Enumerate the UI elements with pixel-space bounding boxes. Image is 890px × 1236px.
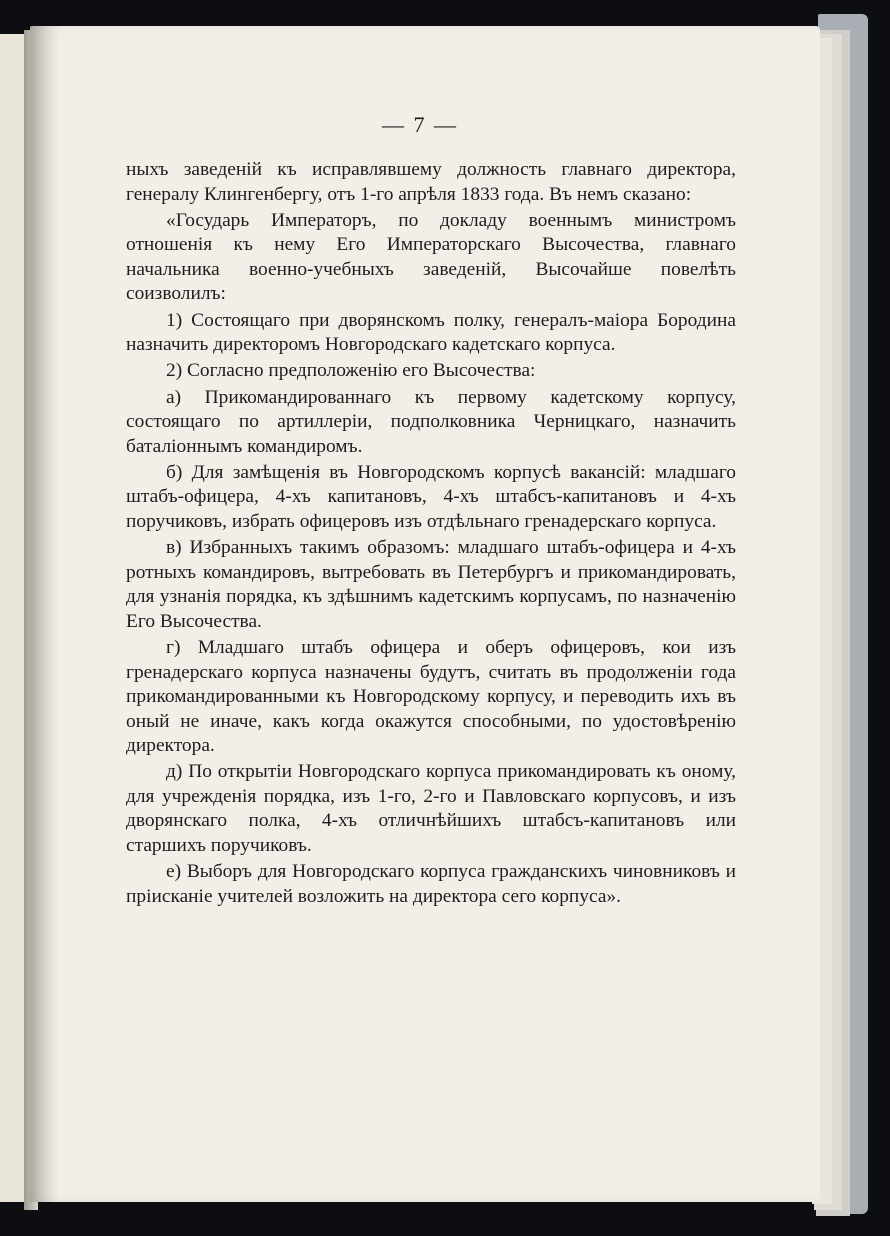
paragraph: в) Избранныхъ такимъ образомъ: младшаго штабъ-офицера и 4-хъ ротныхъ командировъ, вытребовать въ Петербургъ и прикомандировать, для узнанія порядка, къ здѣшнимъ кадетскимъ корпусамъ, по назначенію Его Высочества. xyxy=(126,537,736,632)
body-text xyxy=(126,158,736,909)
book-page xyxy=(30,26,820,1202)
paragraph: 1) Состоящаго при дворянскомъ полку, генералъ-маіора Бородина назначить директоромъ Новгородскаго кадетскаго корпуса. xyxy=(126,309,736,356)
paragraph: б) Для замѣщенія въ Новгородскомъ корпусѣ вакансій: младшаго штабъ-офицера, 4-хъ капитановъ, 4-хъ штабсъ-капитановъ и 4-хъ поручиковъ, избрать офицеровъ изъ отдѣльнаго гренадерскаго корпуса. xyxy=(126,461,736,532)
paragraph: е) Выборъ для Новгородскаго корпуса гражданскихъ чиновниковъ и пріисканіе учителей возложить на директора сего корпуса». xyxy=(126,861,736,907)
facing-page-edge xyxy=(0,34,26,1202)
paragraph: ныхъ заведеній къ исправлявшему должность главнаго директора, генералу Клингенбергу, отъ 1-го апрѣля 1833 года. Въ немъ сказано: xyxy=(126,159,736,205)
paragraph: д) По открытіи Новгородскаго корпуса прикомандировать къ оному, для учрежденія порядка, изъ 1-го, 2-го и Павловскаго корпусовъ, и изъ дворянскаго полка, 4-хъ отличнѣйшихъ штабсъ-капитановъ или старшихъ поручиковъ. xyxy=(126,761,736,856)
paragraph: г) Младшаго штабъ офицера и оберъ офицеровъ, кои изъ гренадерскаго корпуса назначены будутъ, считать въ продолженіи года прикомандированными къ Новгородскому корпусу, и переводить ихъ въ оный не иначе, какъ когда окажутся способными, по удостовѣренію директора. xyxy=(126,637,736,757)
paragraph: «Государь Императоръ, по докладу военнымъ министромъ отношенія къ нему Его Императорскаго Высочества, главнаго начальника военно-учебныхъ заведеній, Высочайше повелѣть соизволилъ: xyxy=(126,209,736,305)
paragraph: 2) Согласно предположенію его Высочества: xyxy=(166,360,536,382)
paragraph: а) Прикомандированнаго къ первому кадетскому корпусу, состоящаго по артиллеріи, подполковника Черницкаго, назначить баталіоннымъ командиромъ. xyxy=(126,386,736,457)
page-number: — 7 — xyxy=(382,112,458,137)
